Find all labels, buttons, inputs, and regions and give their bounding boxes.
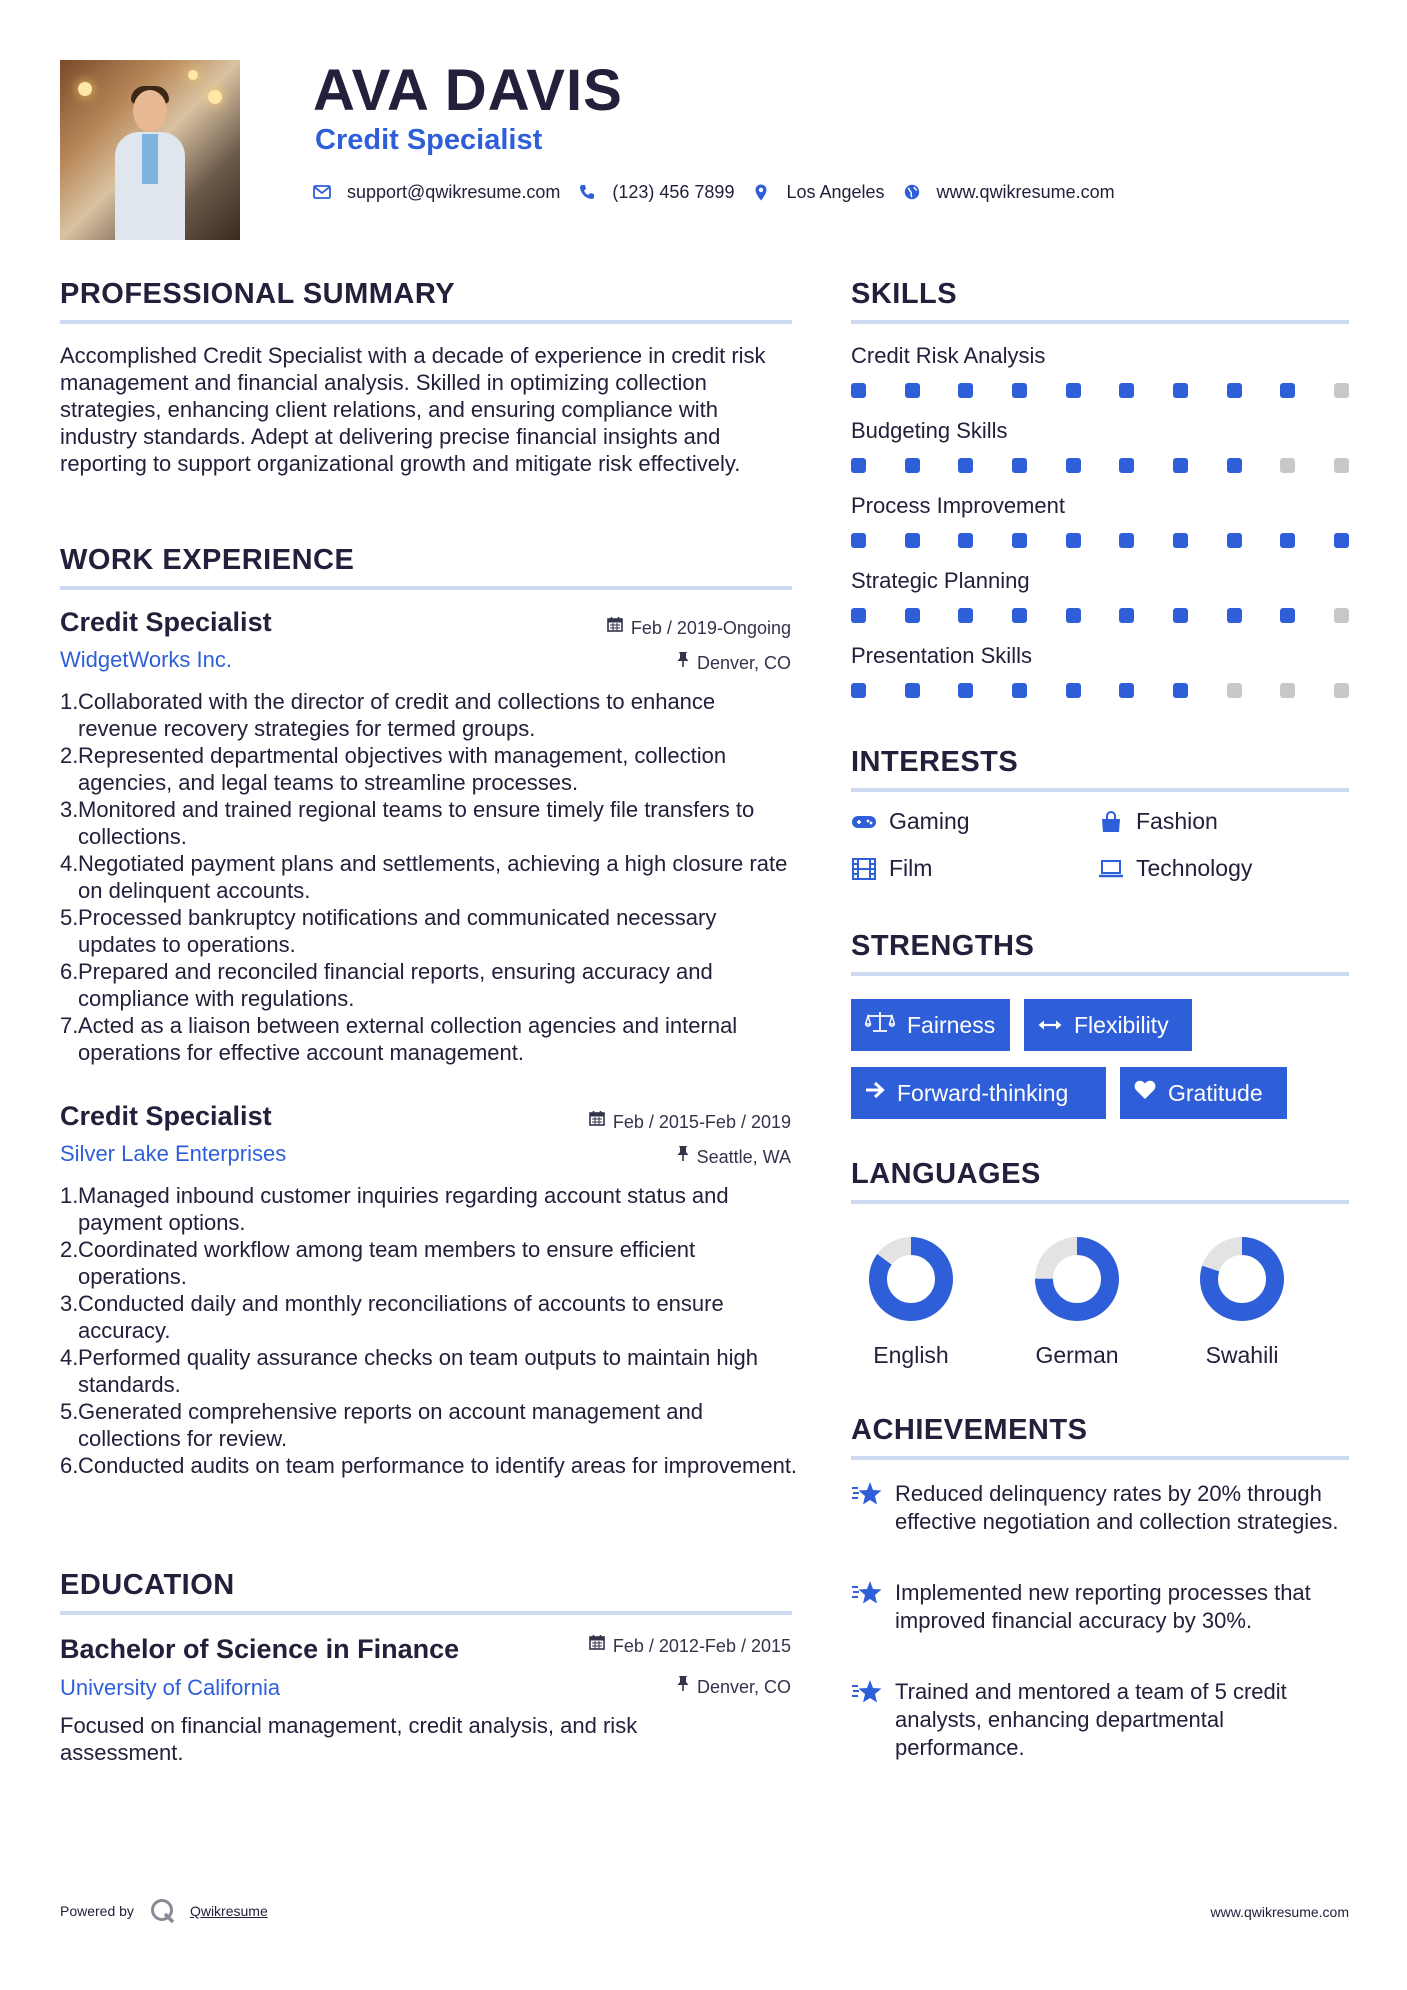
skill-dot-filled [1012,383,1027,398]
education-heading: EDUCATION [60,1569,235,1601]
skill-dot-filled [1173,608,1188,623]
job-location-text: Denver, CO [696,652,791,673]
job-dates-text: Feb / 2019-Ongoing [630,617,791,638]
skill-dot-filled [1280,383,1295,398]
skill-name: Process Improvement [851,493,1065,518]
skill-dot-filled [905,383,920,398]
interest-label: Technology [1136,855,1253,881]
job-dates [589,1110,791,1133]
experience-heading: WORK EXPERIENCE [60,544,355,576]
skill-dot-empty [1334,383,1349,398]
interest-item [851,855,932,882]
company-name: WidgetWorks Inc. [60,647,232,672]
brand-link[interactable]: Qwikresume [189,1903,268,1919]
skill-dot-filled [851,383,866,398]
powered-by-text: Powered by [60,1903,134,1919]
job-title: Credit Specialist [60,1101,272,1131]
education-location [677,1675,791,1698]
achievements-heading: ACHIEVEMENTS [851,1414,1088,1446]
summary-rule [60,320,792,324]
skill-dot-empty [1334,683,1349,698]
company-name: Silver Lake Enterprises [60,1141,287,1166]
calendar-icon [589,1110,605,1133]
candidate-title: Credit Specialist [315,124,543,156]
experience-rule [60,586,792,590]
language-item [856,1234,966,1369]
interest-item [1098,855,1252,882]
skill-name: Strategic Planning [851,568,1030,593]
skill-dot-filled [1119,458,1134,473]
job-dates-text: Feb / 2015-Feb / 2019 [612,1111,791,1132]
strengths-rule [851,972,1349,976]
skill-rating [851,533,1349,549]
contact-location [752,182,884,203]
job-duties-list [60,1182,798,1479]
skill-dot-filled [1066,683,1081,698]
contact-phone-text: (123) 456 7899 [612,181,735,202]
skill-dot-filled [1227,533,1242,548]
skill-dot-empty [1227,683,1242,698]
strength-label: Fairness [907,1011,996,1038]
film-icon [851,858,877,880]
contact-email[interactable] [313,182,560,203]
strength-label: Gratitude [1168,1079,1263,1106]
envelope-icon [313,183,331,201]
skill-dot-filled [1012,608,1027,623]
skill-dot-filled [1173,458,1188,473]
skill-dot-filled [851,683,866,698]
interest-item [851,808,970,835]
candidate-name: AVA DAVIS [313,58,623,123]
skills-heading: SKILLS [851,278,958,310]
list-item: 1. Managed inbound customer inquiries regarding account status and payment options. [60,1183,729,1235]
education-rule [60,1611,792,1615]
list-item: 2. Represented departmental objectives with management, collection agencies, and legal teams to streamline processes. [60,743,727,795]
achievement-item [851,1480,1351,1536]
language-item [1022,1234,1132,1369]
language-item [1187,1234,1297,1369]
list-item: 7. Acted as a liaison between external collection agencies and internal operations for effective account management. [60,1013,738,1065]
education-dates-text: Feb / 2012-Feb / 2015 [612,1635,791,1656]
skill-dot-filled [1227,383,1242,398]
skill-dot-filled [851,458,866,473]
skill-dot-filled [958,533,973,548]
skill-dot-empty [1280,683,1295,698]
list-item: 6. Conducted audits on team performance to identify areas for improvement. [60,1453,798,1478]
pushpin-icon [677,651,689,674]
list-item: 2. Coordinated workflow among team members to ensure efficient operations. [60,1237,696,1289]
list-item: 5. Generated comprehensive reports on account management and collections for review. [60,1399,703,1451]
skill-dot-filled [1280,533,1295,548]
skill-rating [851,458,1349,474]
job-location-text: Seattle, WA [696,1146,791,1167]
strength-tag [851,1067,1106,1119]
skill-dot-filled [958,683,973,698]
skill-dot-filled [1119,683,1134,698]
phone-icon [578,183,596,201]
achievement-text: Trained and mentored a team of 5 credit analysts, enhancing departmental performance. [895,1679,1287,1760]
summary-heading: PROFESSIONAL SUMMARY [60,278,456,310]
contact-phone[interactable] [578,182,734,203]
languages-heading: LANGUAGES [851,1158,1041,1190]
profile-photo [60,60,240,240]
strengths-heading: STRENGTHS [851,930,1035,962]
star-icon [851,1678,883,1762]
skill-dot-filled [905,533,920,548]
skill-rating [851,383,1349,399]
laptop-icon [1098,860,1124,878]
skill-dot-filled [1119,608,1134,623]
achievement-text: Reduced delinquency rates by 20% through effective negotiation and collection strategies. [895,1481,1339,1534]
skill-dot-filled [1227,608,1242,623]
list-item: 3. Monitored and trained regional teams to ensure timely file transfers to collections. [60,797,755,849]
skill-rating [851,608,1349,624]
skill-dot-filled [1119,533,1134,548]
interest-label: Gaming [889,808,970,834]
skill-dot-filled [1012,683,1027,698]
list-item: 3. Conducted daily and monthly reconciliations of accounts to ensure accuracy. [60,1291,724,1343]
education-description: Focused on financial management, credit analysis, and risk assessment. [60,1713,638,1765]
language-name: Swahili [1205,1342,1279,1368]
calendar-icon [607,616,623,639]
pushpin-icon [677,1675,689,1698]
education-dates [589,1634,791,1657]
star-icon [851,1480,883,1536]
job-title: Credit Specialist [60,607,272,637]
skill-dot-empty [1280,458,1295,473]
skill-dot-filled [1173,533,1188,548]
skill-dot-filled [905,458,920,473]
skills-rule [851,320,1349,324]
language-proficiency-ring [1032,1234,1122,1324]
degree-title: Bachelor of Science in Finance [60,1634,460,1664]
qwikresume-logo-icon [150,1898,176,1924]
language-proficiency-ring [1197,1234,1287,1324]
interest-label: Film [889,855,933,881]
list-item: 5. Processed bankruptcy notifications and communicated necessary updates to operations. [60,905,717,957]
star-icon [851,1579,883,1635]
arrows-horizontal-icon [1038,1014,1062,1037]
skill-dot-filled [1119,383,1134,398]
education-location-text: Denver, CO [696,1676,791,1697]
contact-website[interactable] [903,182,1115,203]
skill-dot-filled [1280,608,1295,623]
summary-text: Accomplished Credit Specialist with a decade of experience in credit risk management and financial analysis. Skilled in optimizing collection strategies, enhancing client relations, and ensuring compliance with industry standards. Adept at delivering precise financial insights and reporting to support organizational growth and mitigate risk effectively. [60,343,766,476]
list-item: 4. Performed quality assurance checks on team outputs to maintain high standards. [60,1345,758,1397]
skill-dot-filled [958,383,973,398]
heart-icon [1134,1080,1156,1106]
footer-powered-by [60,1898,268,1924]
interests-heading: INTERESTS [851,746,1019,778]
list-item: 4. Negotiated payment plans and settlements, achieving a high closure rate on delinquent accounts. [60,851,788,903]
skill-dot-filled [958,608,973,623]
skill-dot-empty [1334,458,1349,473]
globe-icon [903,183,921,201]
skill-dot-filled [1012,533,1027,548]
achievement-item [851,1678,1351,1762]
achievement-item [851,1579,1351,1635]
contact-email-text: support@qwikresume.com [347,181,561,202]
languages-rule [851,1200,1349,1204]
contact-location-text: Los Angeles [786,181,885,202]
skill-dot-filled [1173,683,1188,698]
skill-dot-filled [905,683,920,698]
strength-label: Flexibility [1074,1011,1169,1038]
strength-label: Forward-thinking [897,1079,1069,1106]
skill-rating [851,683,1349,699]
arrow-right-icon [865,1081,885,1105]
list-item: 1. Collaborated with the director of credit and collections to enhance revenue recovery strategies for termed groups. [60,689,716,741]
achievement-text: Implemented new reporting processes that improved financial accuracy by 30%. [895,1580,1311,1633]
contact-website-text: www.qwikresume.com [936,181,1115,202]
contact-bar [313,178,1133,206]
skill-dot-filled [1066,608,1081,623]
interest-item [1098,808,1218,835]
skill-dot-filled [1066,383,1081,398]
skill-dot-filled [1334,533,1349,548]
skill-name: Credit Risk Analysis [851,343,1046,368]
skill-dot-filled [1066,533,1081,548]
interests-rule [851,788,1349,792]
interest-label: Fashion [1136,808,1218,834]
shopping-bag-icon [1098,811,1124,833]
strength-tag [851,999,1010,1051]
skill-dot-filled [1066,458,1081,473]
footer-website[interactable]: www.qwikresume.com [1210,1904,1349,1920]
achievements-rule [851,1456,1349,1460]
skill-dot-filled [851,533,866,548]
skill-dot-empty [1334,608,1349,623]
pushpin-icon [677,1145,689,1168]
job-location [677,1145,791,1168]
language-proficiency-ring [866,1234,956,1324]
skill-dot-filled [1012,458,1027,473]
scale-icon [865,1011,895,1039]
list-item: 6. Prepared and reconciled financial reports, ensuring accuracy and compliance with regulations. [60,959,713,1011]
language-name: English [873,1342,949,1368]
gamepad-icon [851,814,877,830]
skill-dot-filled [905,608,920,623]
job-location [677,651,791,674]
skill-name: Budgeting Skills [851,418,1008,443]
language-name: German [1035,1342,1119,1368]
skill-dot-filled [851,608,866,623]
skill-name: Presentation Skills [851,643,1032,668]
map-pin-icon [752,183,770,201]
strength-tag [1024,999,1192,1051]
skill-dot-filled [1173,383,1188,398]
strength-tag [1120,1067,1287,1119]
skill-dot-filled [958,458,973,473]
job-duties-list [60,688,798,1066]
job-dates [607,616,791,639]
school-name: University of California [60,1675,281,1700]
skill-dot-filled [1227,458,1242,473]
calendar-icon [589,1634,605,1657]
